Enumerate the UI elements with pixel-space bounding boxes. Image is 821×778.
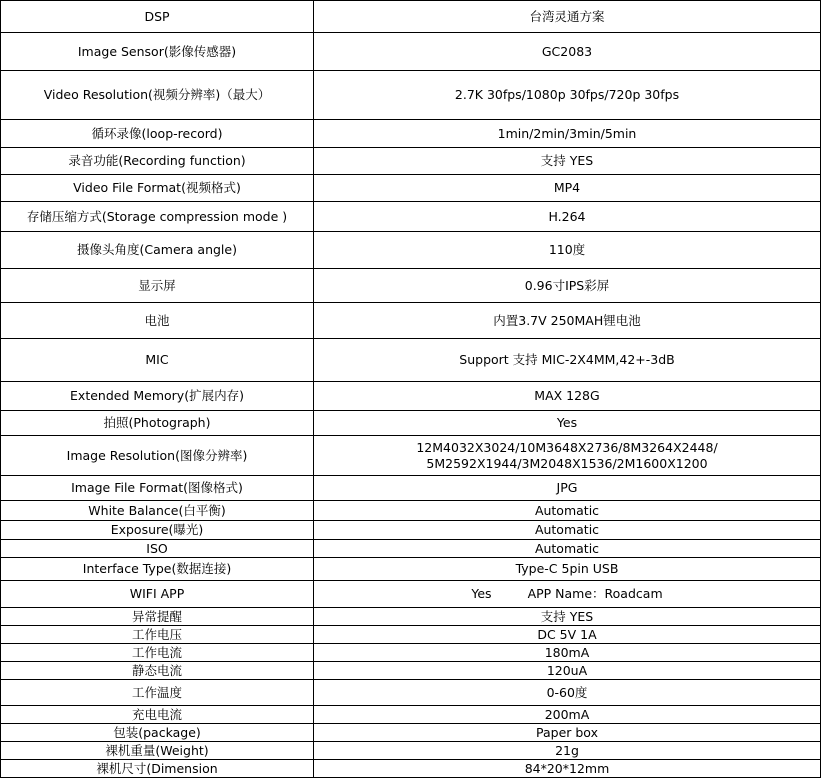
row-label: 循环录像(loop-record) (1, 120, 314, 148)
row-label: White Balance(白平衡) (1, 501, 314, 521)
table-row (1, 662, 821, 680)
row-value (314, 581, 821, 608)
row-label: Video File Format(视频格式) (1, 175, 314, 202)
row-value: Automatic (314, 521, 821, 540)
table-row (1, 1, 821, 33)
row-value: 2.7K 30fps/1080p 30fps/720p 30fps (314, 71, 821, 120)
row-value: 支持 YES (314, 148, 821, 175)
row-label: 工作电压 (1, 626, 314, 644)
row-value: JPG (314, 476, 821, 501)
table-row (1, 303, 821, 339)
row-label: DSP (1, 1, 314, 33)
row-value: Yes (314, 411, 821, 436)
table-row (1, 521, 821, 540)
row-value: 0.96寸IPS彩屏 (314, 269, 821, 303)
row-label: 裸机重量(Weight) (1, 742, 314, 760)
table-row (1, 120, 821, 148)
row-label: Video Resolution(视频分辨率)（最大） (1, 71, 314, 120)
row-value: Type-C 5pin USB (314, 558, 821, 581)
row-label: 包装(package) (1, 724, 314, 742)
row-label: Image Resolution(图像分辨率) (1, 436, 314, 476)
table-row (1, 644, 821, 662)
row-label: 存储压缩方式(Storage compression mode ) (1, 202, 314, 232)
row-value: Automatic (314, 501, 821, 521)
table-row (1, 476, 821, 501)
row-value: 支持 YES (314, 608, 821, 626)
row-value: MAX 128G (314, 382, 821, 411)
row-value: GC2083 (314, 33, 821, 71)
row-label: Image Sensor(影像传感器) (1, 33, 314, 71)
row-label: Image File Format(图像格式) (1, 476, 314, 501)
row-label: MIC (1, 339, 314, 382)
table-row (1, 411, 821, 436)
row-value: 180mA (314, 644, 821, 662)
app-name-value: APP Name：Roadcam (527, 586, 663, 601)
table-row (1, 558, 821, 581)
row-label: Interface Type(数据连接) (1, 558, 314, 581)
row-value: 84*20*12mm (314, 760, 821, 778)
row-value: Automatic (314, 540, 821, 558)
row-value (314, 436, 821, 476)
table-row (1, 680, 821, 706)
row-label: 充电电流 (1, 706, 314, 724)
row-label: 录音功能(Recording function) (1, 148, 314, 175)
row-value: DC 5V 1A (314, 626, 821, 644)
table-row (1, 33, 821, 71)
row-value: Paper box (314, 724, 821, 742)
table-row (1, 540, 821, 558)
row-label: 显示屏 (1, 269, 314, 303)
table-row (1, 339, 821, 382)
table-row (1, 382, 821, 411)
table-row (1, 608, 821, 626)
row-label: Exposure(曝光) (1, 521, 314, 540)
table-row (1, 724, 821, 742)
row-value: 110度 (314, 232, 821, 269)
row-label: 工作温度 (1, 680, 314, 706)
table-row (1, 71, 821, 120)
row-label: 摄像头角度(Camera angle) (1, 232, 314, 269)
table-row (1, 175, 821, 202)
row-value: 台湾灵通方案 (314, 1, 821, 33)
row-value: 0-60度 (314, 680, 821, 706)
table-row (1, 626, 821, 644)
table-row (1, 501, 821, 521)
table-row (1, 232, 821, 269)
row-value: 200mA (314, 706, 821, 724)
table-row (1, 742, 821, 760)
table-row (1, 269, 821, 303)
row-value: 1min/2min/3min/5min (314, 120, 821, 148)
table-row (1, 202, 821, 232)
row-label: 拍照(Photograph) (1, 411, 314, 436)
row-label: 静态电流 (1, 662, 314, 680)
row-label: 电池 (1, 303, 314, 339)
row-value-line-1: 12M4032X3024/10M3648X2736/8M3264X2448/ (416, 439, 718, 455)
table-row (1, 148, 821, 175)
table-row (1, 581, 821, 608)
row-label: 工作电流 (1, 644, 314, 662)
row-value-line-2: 5M2592X1944/3M2048X1536/2M1600X1200 (426, 455, 708, 471)
row-label: Extended Memory(扩展内存) (1, 382, 314, 411)
row-value: Support 支持 MIC-2X4MM,42+-3dB (314, 339, 821, 382)
row-value: MP4 (314, 175, 821, 202)
row-value: H.264 (314, 202, 821, 232)
row-label: 裸机尺寸(Dimension (1, 760, 314, 778)
wifi-support-value: Yes (471, 586, 492, 601)
row-value: 21g (314, 742, 821, 760)
row-value: 内置3.7V 250MAH锂电池 (314, 303, 821, 339)
table-row (1, 436, 821, 476)
row-value: 120uA (314, 662, 821, 680)
row-label: 异常提醒 (1, 608, 314, 626)
row-label: ISO (1, 540, 314, 558)
row-label: WIFI APP (1, 581, 314, 608)
table-row (1, 706, 821, 724)
